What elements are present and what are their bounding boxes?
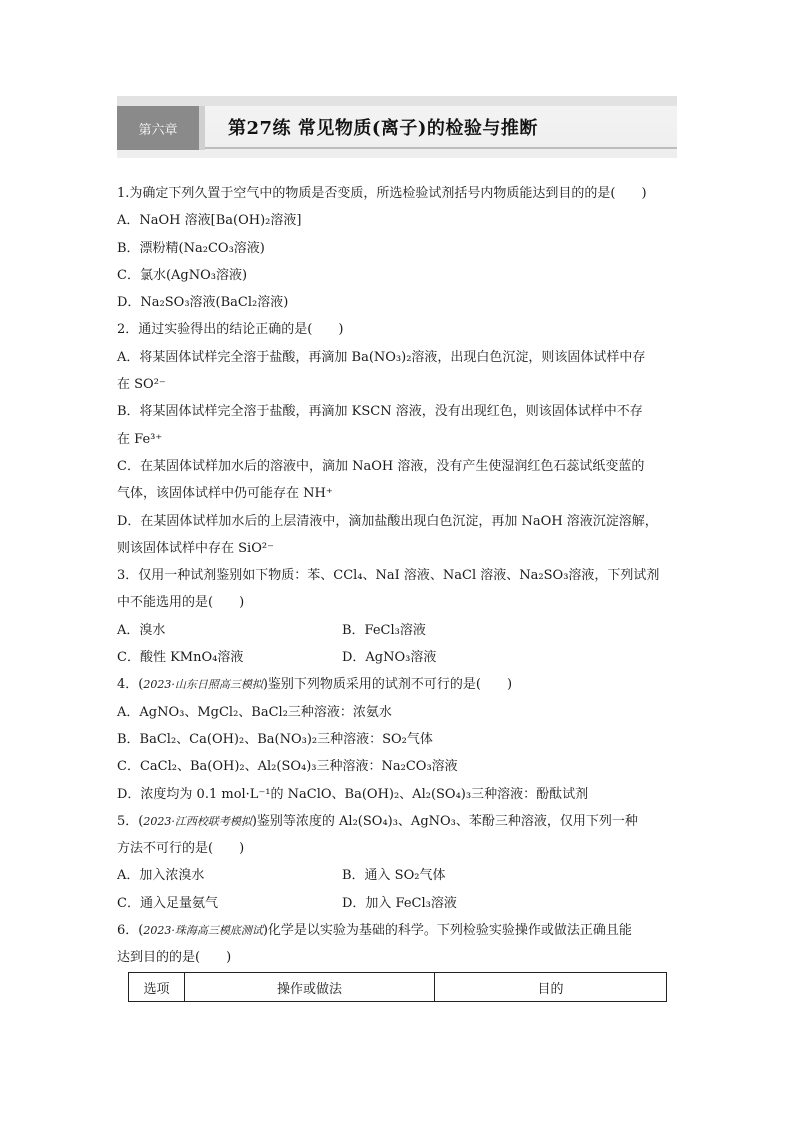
- q3-options-row2: [117, 644, 679, 671]
- q4-source: 2023·山东日照高三模拟: [143, 678, 263, 692]
- chapter-tab-shadow: [199, 106, 205, 150]
- table-header-operation: 操作或做法: [185, 973, 435, 1001]
- q5-option-d: D．加入 FeCl₃溶液: [342, 895, 457, 911]
- q5-option-a: A．加入浓溴水: [117, 868, 205, 884]
- q5-options-row2: [117, 890, 679, 917]
- q3-stem-line1: 3．仅用一种试剂鉴别如下物质：苯、CCl₄、NaI 溶液、NaCl 溶液、Na₂SO₃溶液，下列试剂: [117, 568, 660, 584]
- q2-stem: 2．通过实验得出的结论正确的是( ): [117, 322, 344, 338]
- q1-option-b: B．漂粉精(Na₂CO₃溶液): [117, 240, 265, 256]
- question-content: [117, 180, 679, 972]
- q1-option-d: D．Na₂SO₃溶液(BaCl₂溶液): [117, 295, 289, 311]
- q6-stem-line2: 达到目的的是( ): [117, 950, 232, 966]
- q5-options-row1: [117, 862, 679, 889]
- q3-option-c: C．酸性 KMnO₄溶液: [117, 650, 244, 666]
- q1-option-c: C．氯水(AgNO₃溶液): [117, 267, 248, 283]
- q5-source: 2023·江西校联考模拟: [143, 814, 252, 828]
- q4-option-d: D．浓度均为 0.1 mol·L⁻¹的 NaClO、Ba(OH)₂、Al₂(SO₄)₃三种溶液：酚酞试剂: [117, 786, 589, 802]
- q1-stem: 1.为确定下列久置于空气中的物质是否变质，所选检验试剂括号内物质能达到目的的是( ): [117, 186, 647, 201]
- q3-option-b: B．FeCl₃溶液: [342, 622, 426, 638]
- q5-stem: 5．(2023·江西校联考模拟)鉴别等浓度的 Al₂(SO₄)₃、AgNO₃、苯酚三种溶液，仅用下列一种: [117, 813, 638, 829]
- q3-options-row1: [117, 617, 679, 644]
- q4-stem: 4．(2023·山东日照高三模拟)鉴别下列物质采用的试剂不可行的是( ): [117, 677, 513, 693]
- q2-option-d-line1: D．在某固体试样加水后的上层清液中，滴加盐酸出现白色沉淀，再加 NaOH 溶液沉淀溶解，: [117, 513, 658, 529]
- q2-option-d-line2: 则该固体试样中存在 SiO²⁻: [117, 540, 274, 556]
- page-title: 第27练 常见物质(离子)的检验与推断: [228, 118, 538, 139]
- q4-option-a: A．AgNO₃、MgCl₂、BaCl₂三种溶液：浓氨水: [117, 704, 392, 720]
- header-rule: [205, 147, 677, 149]
- q2-option-a-line1: A．将某固体试样完全溶于盐酸，再滴加 Ba(NO₃)₂溶液，出现白色沉淀，则该固体试样中存: [117, 349, 646, 365]
- q4-option-c: C．CaCl₂、Ba(OH)₂、Al₂(SO₄)₃三种溶液：Na₂CO₃溶液: [117, 759, 458, 775]
- q2-option-b-line1: B．将某固体试样完全溶于盐酸，再滴加 KSCN 溶液，没有出现红色，则该固体试样中不存: [117, 404, 643, 420]
- q2-option-c-line2: 气体，该固体试样中仍可能存在 NH⁺: [117, 486, 333, 502]
- table-header-option: 选项: [129, 973, 185, 1001]
- options-table-header: [128, 972, 667, 1002]
- q6-stem: 6．(2023·珠海高三模底测试)化学是以实验为基础的科学。下列检验实验操作或做法正确且能: [117, 923, 632, 939]
- q3-option-d: D．AgNO₃溶液: [342, 650, 437, 666]
- q4-option-b: B．BaCl₂、Ca(OH)₂、Ba(NO₃)₂三种溶液：SO₂气体: [117, 731, 433, 747]
- q2-option-b-line2: 在 Fe³⁺: [117, 431, 163, 447]
- q2-option-c-line1: C．在某固体试样加水后的溶液中，滴加 NaOH 溶液，没有产生使湿润红色石蕊试纸变蓝的: [117, 458, 645, 474]
- q3-stem-line2: 中不能选用的是( ): [117, 595, 245, 611]
- table-header-purpose: 目的: [537, 981, 564, 997]
- q5-option-c: C．通入足量氨气: [117, 895, 218, 911]
- chapter-tab: 第六章: [117, 106, 199, 150]
- q2-option-a-line2: 在 SO²⁻: [117, 377, 166, 393]
- q6-source: 2023·珠海高三模底测试: [143, 924, 263, 938]
- q1-option-a: A．NaOH 溶液[Ba(OH)₂溶液]: [117, 213, 302, 229]
- q3-option-a: A．溴水: [117, 622, 166, 638]
- q5-stem-line2: 方法不可行的是( ): [117, 841, 245, 857]
- q5-option-b: B．通入 SO₂气体: [342, 868, 446, 884]
